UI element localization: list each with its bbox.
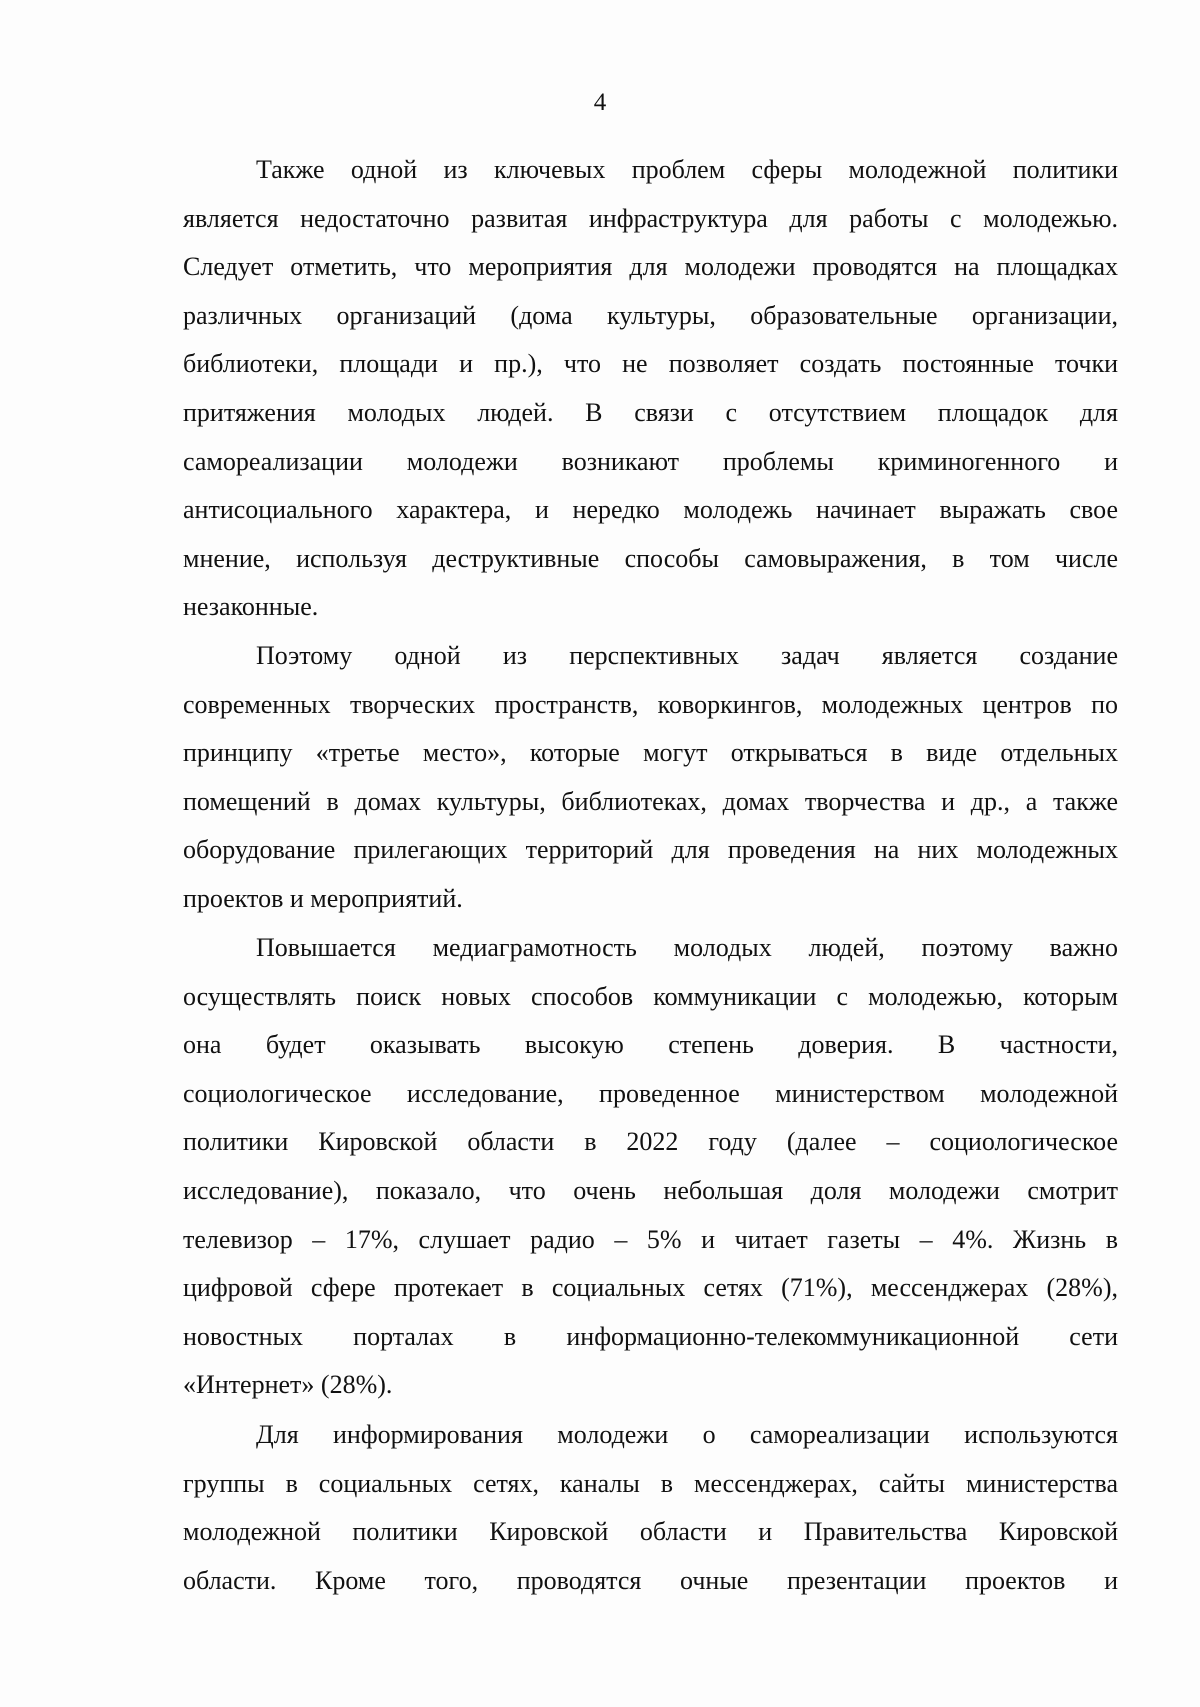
text-line: молодежной политики Кировской области и Правительства Кировской [183, 1517, 1118, 1547]
paragraph-media-literacy [183, 924, 1118, 1410]
text-line: оборудование прилегающих территорий для проведения на них молодежных [183, 835, 1118, 865]
text-line: телевизор – 17%, слушает радио – 5% и читает газеты – 4%. Жизнь в [183, 1224, 1118, 1254]
text-line: Повышается медиаграмотность молодых людей, поэтому важно [256, 933, 1118, 962]
text-line: Для информирования молодежи о самореализации используются [256, 1420, 1118, 1449]
page-number: 4 [593, 89, 607, 116]
text-line: Также одной из ключевых проблем сферы молодежной политики [256, 155, 1118, 184]
text-line: современных творческих пространств, коворкингов, молодежных центров по [183, 689, 1118, 719]
text-line: принципу «третье место», которые могут открываться в виде отдельных [183, 738, 1118, 768]
text-line: осуществлять поиск новых способов коммуникации с молодежью, которым [183, 981, 1118, 1011]
paragraph-informing-youth [183, 1411, 1118, 1605]
text-line: самореализации молодежи возникают проблемы криминогенного и [183, 446, 1118, 476]
text-line: группы в социальных сетях, каналы в мессенджерах, сайты министерства [183, 1468, 1118, 1498]
text-line: исследование), показало, что очень небольшая доля молодежи смотрит [183, 1175, 1118, 1205]
text-line: является недостаточно развитая инфраструктура для работы с молодежью. [183, 203, 1118, 233]
text-line: новостных порталах в информационно-телекоммуникационной сети [183, 1321, 1118, 1351]
text-line: проектов и мероприятий. [183, 883, 463, 913]
text-line: «Интернет» (28%). [183, 1370, 393, 1400]
text-line: притяжения молодых людей. В связи с отсутствием площадок для [183, 397, 1118, 427]
text-line: незаконные. [183, 592, 319, 622]
text-line: социологическое исследование, проведенное министерством молодежной [183, 1078, 1118, 1108]
text-line: политики Кировской области в 2022 году (далее – социологическое [183, 1127, 1118, 1157]
text-line: библиотеки, площади и пр.), что не позволяет создать постоянные точки [183, 349, 1118, 379]
text-line: различных организаций (дома культуры, образовательные организации, [183, 300, 1118, 330]
text-line: Поэтому одной из перспективных задач является создание [256, 641, 1118, 670]
paragraph-infrastructure [183, 146, 1118, 632]
text-line: цифровой сфере протекает в социальных сетях (71%), мессенджерах (28%), [183, 1273, 1118, 1303]
text-line: она будет оказывать высокую степень доверия. В частности, [183, 1030, 1118, 1060]
text-line: Следует отметить, что мероприятия для молодежи проводятся на площадках [183, 252, 1118, 282]
text-line: помещений в домах культуры, библиотеках, домах творчества и др., а также [183, 786, 1118, 816]
text-line: мнение, используя деструктивные способы самовыражения, в том числе [183, 543, 1118, 573]
text-line: области. Кроме того, проводятся очные презентации проектов и [183, 1565, 1118, 1595]
paragraph-third-place [183, 632, 1118, 924]
text-line: антисоциального характера, и нередко молодежь начинает выражать свое [183, 495, 1118, 525]
